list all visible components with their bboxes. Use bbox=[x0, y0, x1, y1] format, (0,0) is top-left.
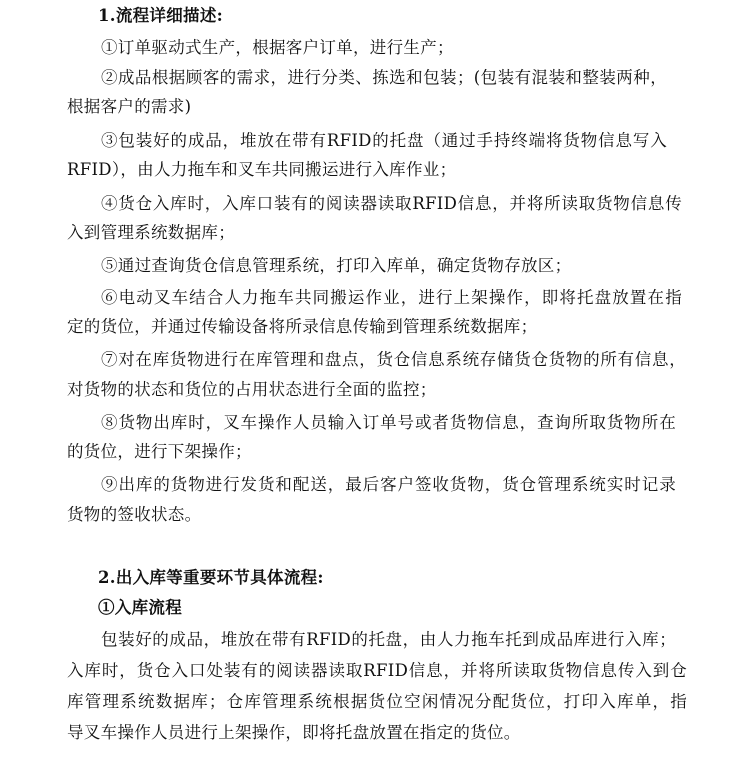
paragraph-line-3: 库管理系统数据库；仓库管理系统根据货位空闲情况分配货位，打印入库单，指 bbox=[67, 692, 687, 711]
item-9-line-1: ⑨出库的货物进行发货和配送，最后客户签收货物，货仓管理系统实时记录 bbox=[101, 475, 676, 494]
paragraph-line-2: 入库时，货仓入口处装有的阅读器读取RFID信息，并将所读取货物信息传入到仓 bbox=[67, 661, 687, 680]
item-7-line-2: 对货物的状态和货位的占用状态进行全面的监控； bbox=[67, 380, 437, 399]
section-2-heading: 2.出入库等重要环节具体流程: bbox=[98, 568, 324, 587]
item-4-line-1: ④货仓入库时，入库口装有的阅读器读取RFID信息，并将所读取货物信息传 bbox=[101, 194, 682, 213]
item-2-line-2: 根据客户的需求) bbox=[67, 97, 192, 116]
item-9-line-2: 货物的签收状态。 bbox=[67, 505, 202, 524]
item-8-line-2: 的货位，进行下架操作； bbox=[67, 442, 252, 461]
paragraph-line-1: 包装好的成品，堆放在带有RFID的托盘，由人力拖车托到成品库进行入库； bbox=[101, 630, 676, 649]
section-1-heading: 1.流程详细描述: bbox=[98, 6, 224, 25]
item-6-line-1: ⑥电动叉车结合人力拖车共同搬运作业，进行上架操作，即将托盘放置在指 bbox=[101, 288, 682, 307]
item-3-line-2: RFID），由人力拖车和叉车共同搬运进行入库作业； bbox=[67, 160, 457, 179]
item-3-line-1: ③包装好的成品，堆放在带有RFID的托盘（通过手持终端将货物信息写入 bbox=[101, 131, 667, 150]
item-6-line-2: 定的货位，并通过传输设备将所录信息传输到管理系统数据库； bbox=[67, 317, 538, 336]
item-8-line-1: ⑧货物出库时，叉车操作人员输入订单号或者货物信息，查询所取货物所在 bbox=[101, 413, 676, 432]
section-2-subheading: ①入库流程 bbox=[98, 598, 182, 617]
item-7-line-1: ⑦对在库货物进行在库管理和盘点，货仓信息系统存储货仓货物的所有信息， bbox=[101, 350, 686, 369]
item-4-line-2: 入到管理系统数据库； bbox=[67, 223, 235, 242]
item-1-line-1: ①订单驱动式生产，根据客户订单，进行生产； bbox=[101, 38, 454, 57]
item-2-line-1: ②成品根据顾客的需求，进行分类、拣选和包装；(包装有混装和整装两种， bbox=[101, 68, 667, 87]
paragraph-line-4: 导叉车操作人员进行上架操作，即将托盘放置在指定的货位。 bbox=[67, 723, 521, 742]
item-5-line-1: ⑤通过查询货仓信息管理系统，打印入库单，确定货物存放区； bbox=[101, 256, 572, 275]
